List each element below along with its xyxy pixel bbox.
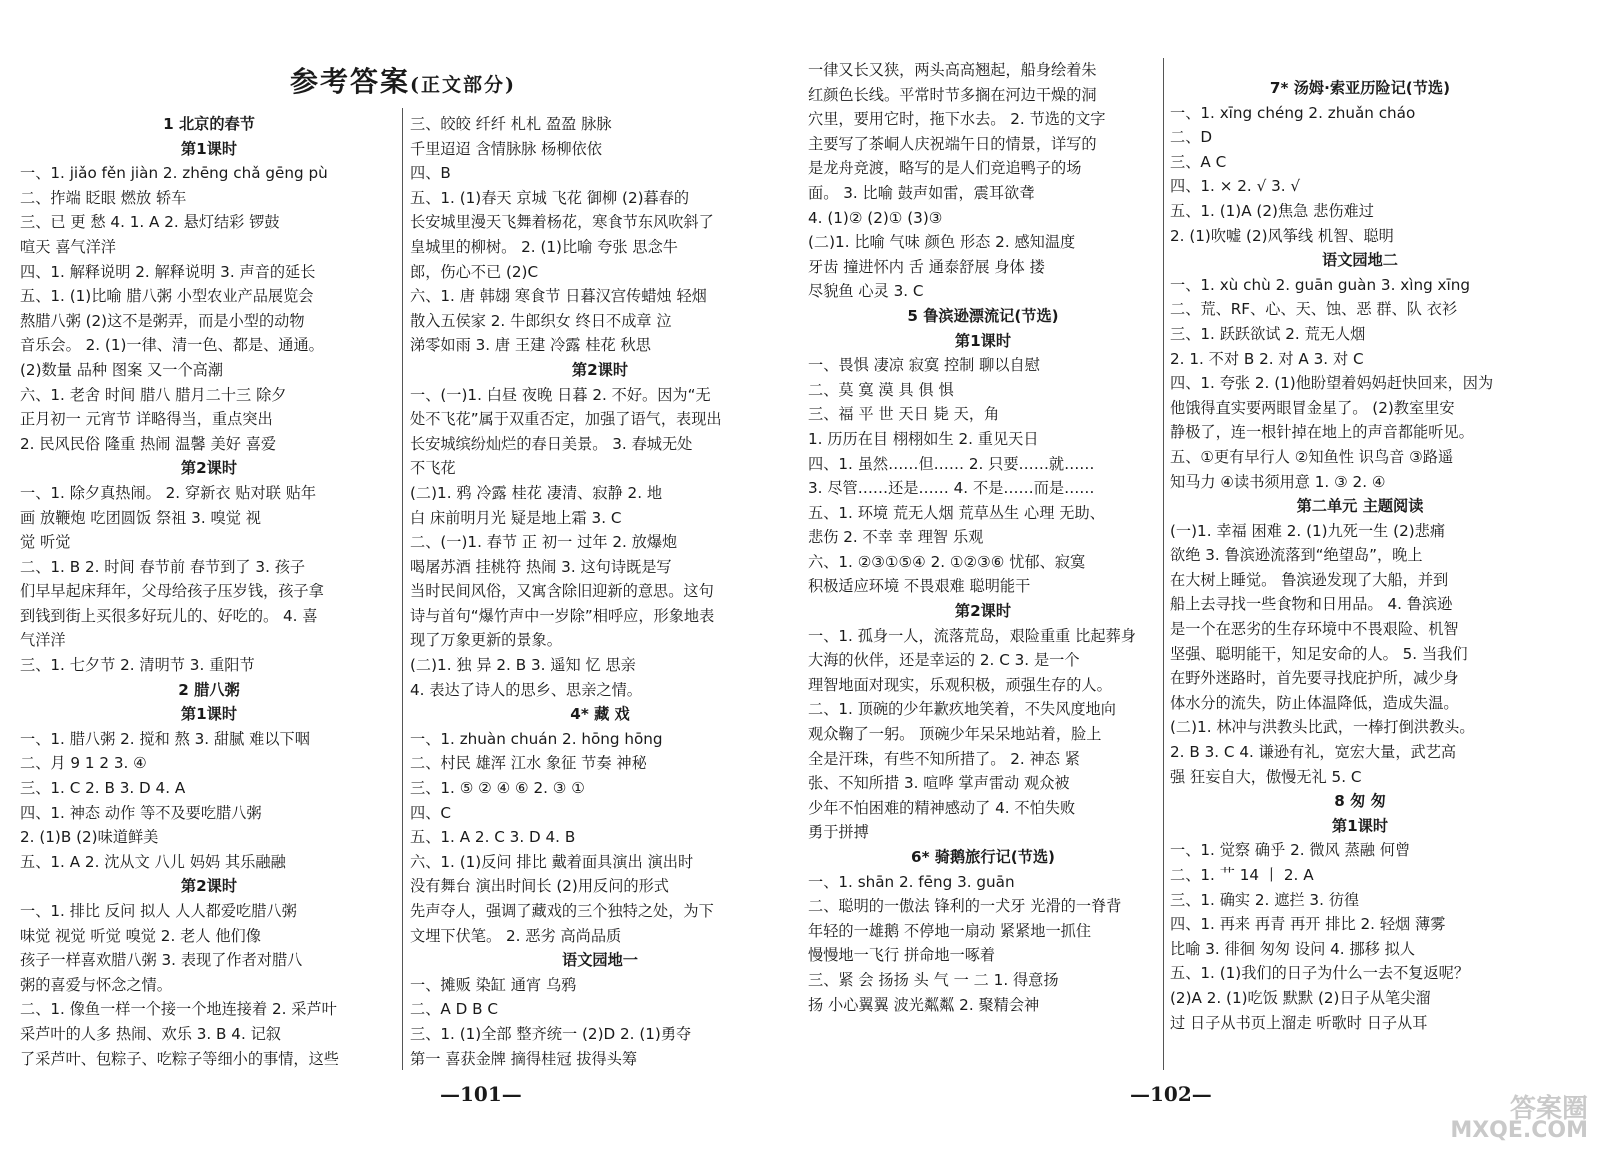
answer-line: 2. (1)B (2)味道鲜美 — [20, 828, 159, 847]
answer-line: 积极适应环境 不畏艰难 聪明能干 — [808, 577, 1031, 596]
answer-line: 二、1. 艹 14 丨 2. A — [1170, 866, 1314, 884]
answer-line: 四、B — [410, 164, 451, 183]
answer-line: 理智地面对现实，乐观积极，顽强生存的人。 — [808, 675, 1112, 694]
answer-line: 三、1. 跃跃欲试 2. 荒无人烟 — [1170, 324, 1366, 343]
page-number-left: —101— — [440, 1082, 522, 1106]
section-heading: 1 北京的春节 — [163, 115, 255, 133]
answer-line: 熬腊八粥 (2)这不是粥弄，而是小型的动物 — [20, 311, 305, 330]
answer-line: 千里迢迢 含情脉脉 杨柳依依 — [410, 139, 602, 158]
answer-line: 年轻的一雄鹅 不停地一扇动 紧紧地一抓住 — [808, 921, 1092, 940]
answer-line: 正月初一 元宵节 详略得当，重点突出 — [20, 410, 273, 429]
answer-line — [1170, 1035, 1550, 1036]
answer-line: 是一个在恶劣的生存环境中不畏艰险、机智 — [1170, 620, 1459, 639]
answer-line: 体水分的流失，防止体温降低，造成失温。 — [1170, 693, 1459, 712]
watermark — [1418, 1094, 1588, 1144]
answer-line: 五、1. 环境 荒无人烟 荒草丛生 心理 无助、 — [808, 503, 1105, 522]
section-heading: 第1课时 — [1331, 816, 1389, 835]
answer-line: 当时民间风俗，又寓含除旧迎新的意思。这句 — [410, 582, 714, 601]
answer-line: (2)数量 品种 图案 又一个高潮 — [20, 360, 224, 379]
answer-line: 没有舞台 演出时间长 (2)用反问的形式 — [410, 877, 669, 896]
answer-line: (2)A 2. (1)吃饭 默默 (2)日子从笔尖溜 — [1170, 988, 1431, 1007]
answer-line: 张、不知所措 3. 喧哗 掌声雷动 观众被 — [808, 774, 1070, 793]
section-heading: 第2课时 — [180, 459, 238, 478]
answer-line: 一、畏惧 凄凉 寂寞 控制 聊以自慰 — [808, 356, 1040, 375]
section-heading: 4* 藏 戏 — [570, 705, 630, 724]
answer-line: 长安城里漫天飞舞着杨花，寒食节东风吹斜了 — [410, 213, 714, 232]
answer-line: 二、莫 寞 漠 具 俱 惧 — [808, 380, 954, 399]
answer-line: 二、聪明的一傲法 锋利的一犬牙 光滑的一脊背 — [808, 897, 1122, 916]
column-divider — [402, 108, 403, 1070]
answer-line: 静极了，连一根针掉在地上的声音都能听见。 — [1170, 423, 1474, 442]
answer-line: 白 床前明月光 疑是地上霜 3. C — [410, 508, 622, 527]
section-heading: 语文园地一 — [562, 951, 638, 970]
answer-line: 船上去寻找一些食物和日用品。 4. 鲁滨逊 — [1170, 595, 1453, 614]
answer-line: 一、1. 腊八粥 2. 搅和 熬 3. 甜腻 难以下咽 — [20, 729, 310, 748]
answer-line: 二、1. 像鱼一样一个接一个地连接着 2. 采芦叶 — [20, 1000, 337, 1019]
answer-line: 二、A D B C — [410, 1000, 498, 1019]
answer-line: 一律又长又狭，两头高高翘起，船身绘着朱 — [808, 61, 1097, 79]
answer-line: 文埋下伏笔。 2. 恶劣 高尚品质 — [410, 926, 622, 945]
answer-column-4 — [1170, 76, 1550, 1036]
answer-line: 一、1. 觉察 确乎 2. 微风 蒸融 何曾 — [1170, 841, 1411, 860]
answer-line: 六、1. ②③①⑤④ 2. ①②③⑥ 忧郁、寂寞 — [808, 552, 1086, 571]
answer-line: 五、1. (1)A (2)焦急 悲伤难过 — [1170, 201, 1374, 220]
answer-line: 一、1. zhuàn chuán 2. hōng hōng — [410, 729, 663, 748]
answer-line: 长安城缤纷灿烂的春日美景。 3. 春城无处 — [410, 434, 693, 453]
section-heading: 第2课时 — [571, 360, 629, 379]
answer-line: 六、1. 唐 韩翃 寒食节 日暮汉宫传蜡烛 轻烟 — [410, 287, 707, 306]
answer-line: 觉 听觉 — [20, 533, 71, 552]
answer-line: 一、1. jiǎo fěn jiàn 2. zhēng chǎ gēng pù — [20, 164, 328, 183]
answer-line: 二、D — [1170, 128, 1213, 147]
answer-line: 五、1. A 2. C 3. D 4. B — [410, 828, 576, 847]
answer-line: 到钱到街上买很多好玩儿的、好吃的。 4. 喜 — [20, 606, 318, 625]
answer-line: 在大树上睡觉。 鲁滨逊发现了大船，并到 — [1170, 570, 1449, 589]
answer-line: 二、(一)1. 春节 正 初一 过年 2. 放爆炮 — [410, 533, 678, 552]
answer-line: 1. 历历在目 栩栩如生 2. 重见天日 — [808, 429, 1039, 448]
answer-line: 四、1. × 2. √ 3. √ — [1170, 177, 1301, 196]
section-heading: 语文园地二 — [1322, 251, 1398, 270]
answer-line: 慢慢地一飞行 拼命地一啄着 — [808, 946, 996, 965]
answer-column-3 — [808, 58, 1158, 1018]
answer-line: 们早早起床拜年，父母给孩子压岁钱，孩子拿 — [20, 582, 324, 601]
answer-line: 少年不怕困难的精神感动了 4. 不怕失败 — [808, 798, 1076, 817]
answer-column-1 — [20, 112, 398, 1072]
answer-line: (二)1. 独 异 2. B 3. 遥知 忆 思亲 — [410, 656, 636, 675]
watermark-url: MXQE.COM — [1450, 1118, 1588, 1143]
answer-line: 气洋洋 — [20, 631, 66, 650]
answer-line: 粥的喜爱与怀念之情。 — [20, 975, 172, 994]
answer-line: 二、村民 雄浑 江水 象征 节奏 神秘 — [410, 754, 647, 773]
answer-line: 六、1. 老舍 时间 腊八 腊月二十三 除夕 — [20, 385, 287, 404]
answer-line: 五、1. (1)比喻 腊八粥 小型农业产品展览会 — [20, 287, 314, 306]
answer-line: 二、1. 顶碗的少年歉疚地笑着，不失风度地向 — [808, 700, 1116, 719]
answer-line: 穴里，要用它时，拖下水去。 2. 节选的文字 — [808, 110, 1106, 129]
answer-line: 六、1. (1)反问 排比 戴着面具演出 演出时 — [410, 852, 694, 871]
answer-line: 不飞花 — [410, 459, 456, 478]
answer-line: 二、拃端 眨眼 燃放 轿车 — [20, 188, 187, 207]
section-heading: 第1课时 — [954, 331, 1012, 350]
answer-line: (二)1. 鸦 冷露 桂花 凄清、寂静 2. 地 — [410, 483, 663, 502]
answer-line: 一、(一)1. 白昼 夜晚 日暮 2. 不好。因为“无 — [410, 385, 711, 404]
answer-line: 一、1. 除夕真热闹。 2. 穿新衣 贴对联 贴年 — [20, 483, 317, 502]
answer-line: 四、1. 再来 再青 再开 排比 2. 轻烟 薄雾 — [1170, 915, 1446, 934]
answer-line: 第一 喜获金牌 摘得桂冠 拔得头筹 — [410, 1049, 638, 1068]
title-subtitle: (正文部分) — [410, 74, 516, 96]
answer-line: 尽貌鱼 心灵 3. C — [808, 282, 924, 301]
section-heading: 第二单元 主题阅读 — [1296, 497, 1424, 516]
column-divider — [1163, 58, 1164, 1070]
page-number-right: —102— — [1130, 1082, 1212, 1106]
answer-line — [410, 1071, 790, 1072]
answer-line — [808, 1017, 1158, 1018]
answer-line: 3. 尽管……还是…… 4. 不是……而是…… — [808, 479, 1095, 498]
answer-line: 全是汗珠，有些不知所措了。 2. 神态 紧 — [808, 749, 1080, 768]
answer-line: 勇于拼搏 — [808, 823, 869, 842]
answer-line: 面。 3. 比喻 鼓声如雷，震耳欲聋 — [808, 183, 1035, 202]
answer-line: 音乐会。 2. (1)一律、清一色、都是、通通。 — [20, 336, 324, 355]
answer-line: 味觉 视觉 听觉 嗅觉 2. 老人 他们像 — [20, 926, 261, 945]
answer-line: 一、1. xù chù 2. guān guàn 3. xìng xīng — [1170, 275, 1471, 294]
answer-line: 郎，伤心不已 (2)C — [410, 262, 539, 281]
answer-line: 他饿得直实要两眼冒金星了。 (2)教室里安 — [1170, 398, 1455, 417]
answer-line: 2. (1)吹嘘 (2)风筝线 机智、聪明 — [1170, 226, 1394, 245]
answer-line: 四、1. 虽然……但…… 2. 只要……就…… — [808, 454, 1095, 473]
answer-line: 二、月 9 1 2 3. ④ — [20, 754, 147, 773]
answer-line: 涕零如雨 3. 唐 王建 冷露 桂花 秋思 — [410, 336, 651, 355]
answer-line: 牙齿 撞进怀内 舌 通泰舒展 身体 搂 — [808, 257, 1045, 276]
answer-line: 处不飞花”属于双重否定，加强了语气，表现出 — [410, 410, 722, 429]
answer-line: 一、1. shān 2. fēng 3. guān — [808, 872, 1015, 891]
answer-line: 皇城里的柳树。 2. (1)比喻 夸张 思念牛 — [410, 237, 678, 256]
answer-line: 二、1. B 2. 时间 春节前 春节到了 3. 孩子 — [20, 557, 306, 576]
answer-line: 欲绝 3. 鲁滨逊流落到“绝望岛”，晚上 — [1170, 546, 1423, 565]
answer-line: 三、福 平 世 天日 毙 天，角 — [808, 405, 1000, 424]
answer-line: 四、1. 解释说明 2. 解释说明 3. 声音的延长 — [20, 262, 316, 281]
answer-line: 大海的伙伴，还是幸运的 2. C 3. 是一个 — [808, 651, 1080, 670]
answer-line: 过 日子从书页上溜走 听歌时 日子从耳 — [1170, 1013, 1428, 1032]
section-heading: 第1课时 — [180, 705, 238, 724]
answer-line: 孩子一样喜欢腊八粥 3. 表现了作者对腊八 — [20, 951, 303, 970]
answer-line: 诗与首句“爆竹声中一岁除”相呼应，形象地表 — [410, 606, 715, 625]
answer-line: 主要写了茶峒人庆祝端午日的情景，详写的 — [808, 134, 1097, 153]
answer-line — [20, 1071, 398, 1072]
answer-line: 一、1. xīng chéng 2. zhuǎn cháo — [1170, 103, 1416, 122]
section-heading: 第2课时 — [954, 602, 1012, 621]
answer-line: 知马力 ④读书须用意 1. ③ 2. ④ — [1170, 472, 1386, 491]
section-heading: 6* 骑鹅旅行记(节选) — [911, 848, 1055, 866]
section-heading: 7* 汤姆·索亚历险记(节选) — [1269, 79, 1451, 97]
answer-line: 先声夺人，强调了藏戏的三个独特之处，为下 — [410, 902, 714, 920]
answer-line: 三、1. 七夕节 2. 清明节 3. 重阳节 — [20, 656, 255, 675]
answer-line: 比喻 3. 徘徊 匆匆 设问 4. 挪移 拟人 — [1170, 939, 1416, 958]
answer-line: 三、皎皎 纤纤 札札 盈盈 脉脉 — [410, 115, 612, 133]
answer-line: (二)1. 林冲与洪教头比武，一棒打倒洪教头。 — [1170, 718, 1475, 737]
answer-line: 观众鞠了一躬。 顶碗少年呆呆地站着，脸上 — [808, 725, 1102, 744]
answer-line: 红颜色长线。平常时节多搁在河边干燥的洞 — [808, 85, 1097, 104]
answer-line: 三、1. ⑤ ② ④ ⑥ 2. ③ ① — [410, 779, 585, 798]
answer-line: 采芦叶的人多 热闹、欢乐 3. B 4. 记叙 — [20, 1024, 281, 1043]
section-heading: 2 腊八粥 — [178, 680, 240, 699]
answer-line: 4. 表达了诗人的思乡、思亲之情。 — [410, 680, 642, 699]
answer-line: 2. 民风民俗 隆重 热闹 温馨 美好 喜爱 — [20, 434, 277, 453]
answer-line: 五、1. A 2. 沈从文 八儿 妈妈 其乐融融 — [20, 852, 286, 871]
answer-column-2 — [410, 112, 790, 1072]
answer-line: 四、1. 夸张 2. (1)他盼望着妈妈赶快回来，因为 — [1170, 374, 1494, 393]
answer-line: 三、紧 会 扬扬 头 气 一 二 1. 得意扬 — [808, 970, 1059, 989]
answer-line: 四、1. 神态 动作 等不及要吃腊八粥 — [20, 803, 262, 822]
answer-line: 画 放鞭炮 吃团圆饭 祭祖 3. 嗅觉 视 — [20, 508, 261, 527]
answer-line: 一、摊贩 染缸 通宵 乌鸦 — [410, 975, 577, 994]
answer-line: 强 狂妄自大，傲慢无礼 5. C — [1170, 767, 1362, 786]
section-heading: 8 匆 匆 — [1334, 792, 1386, 811]
title-main: 参考答案 — [290, 65, 411, 98]
answer-line: 喧天 喜气洋洋 — [20, 237, 116, 256]
answer-line: 在野外迷路时，首先要寻找庇护所，减少身 — [1170, 669, 1459, 688]
page-title — [290, 60, 516, 100]
answer-line: 二、荒、RF、心、天、蚀、恶 群、队 衣衫 — [1170, 300, 1458, 319]
answer-line: (一)1. 幸福 困难 2. (1)九死一生 (2)悲痛 — [1170, 521, 1446, 540]
answer-line: 扬 小心翼翼 波光粼粼 2. 聚精会神 — [808, 995, 1040, 1014]
answer-line: (二)1. 比喻 气味 颜色 形态 2. 感知温度 — [808, 233, 1076, 252]
section-heading: 第2课时 — [180, 877, 238, 896]
answer-line: 三、1. 确实 2. 遮拦 3. 彷徨 — [1170, 890, 1360, 909]
answer-line: 五、1. (1)春天 京城 飞花 御柳 (2)暮春的 — [410, 188, 690, 207]
section-heading: 5 鲁滨逊漂流记(节选) — [907, 306, 1059, 325]
answer-line: 现了万象更新的景象。 — [410, 631, 562, 650]
answer-line: 4. (1)② (2)① (3)③ — [808, 208, 943, 227]
answer-line: 了采芦叶、包粽子、吃粽子等细小的事情，这些 — [20, 1049, 339, 1068]
answer-line: 2. 1. 不对 B 2. 对 A 3. 对 C — [1170, 349, 1364, 368]
answer-line: 喝屠苏酒 挂桃符 热闹 3. 这句诗既是写 — [410, 557, 672, 576]
answer-line: 坚强、聪明能干，知足安命的人。 5. 当我们 — [1170, 644, 1468, 663]
answer-line: 五、①更有早行人 ②知鱼性 识鸟音 ③路遥 — [1170, 447, 1454, 466]
answer-line: 是龙舟竞渡，略写的是人们竞追鸭子的场 — [808, 159, 1082, 178]
answer-line: 三、A C — [1170, 152, 1227, 171]
section-heading: 第1课时 — [180, 139, 238, 158]
answer-line: 三、1. (1)全部 整齐统一 (2)D 2. (1)勇夺 — [410, 1024, 692, 1043]
answer-line: 悲伤 2. 不幸 幸 理智 乐观 — [808, 528, 984, 547]
answer-line: 一、1. 排比 反问 拟人 人人都爱吃腊八粥 — [20, 902, 297, 920]
answer-line: 三、1. C 2. B 3. D 4. A — [20, 779, 186, 798]
answer-line: 三、已 更 愁 4. 1. A 2. 悬灯结彩 锣鼓 — [20, 213, 280, 232]
answer-line: 四、C — [410, 803, 451, 822]
answer-line: 一、1. 孤身一人，流落荒岛，艰险重重 比起葬身 — [808, 626, 1136, 645]
answer-line: 散入五侯家 2. 牛郎织女 终日不成章 泣 — [410, 311, 672, 330]
answer-line: 五、1. (1)我们的日子为什么一去不复返呢？ — [1170, 964, 1470, 983]
watermark-logo-text: 答案圈 — [1509, 1094, 1588, 1124]
answer-line: 2. B 3. C 4. 谦逊有礼，宽宏大量，武艺高 — [1170, 743, 1457, 762]
